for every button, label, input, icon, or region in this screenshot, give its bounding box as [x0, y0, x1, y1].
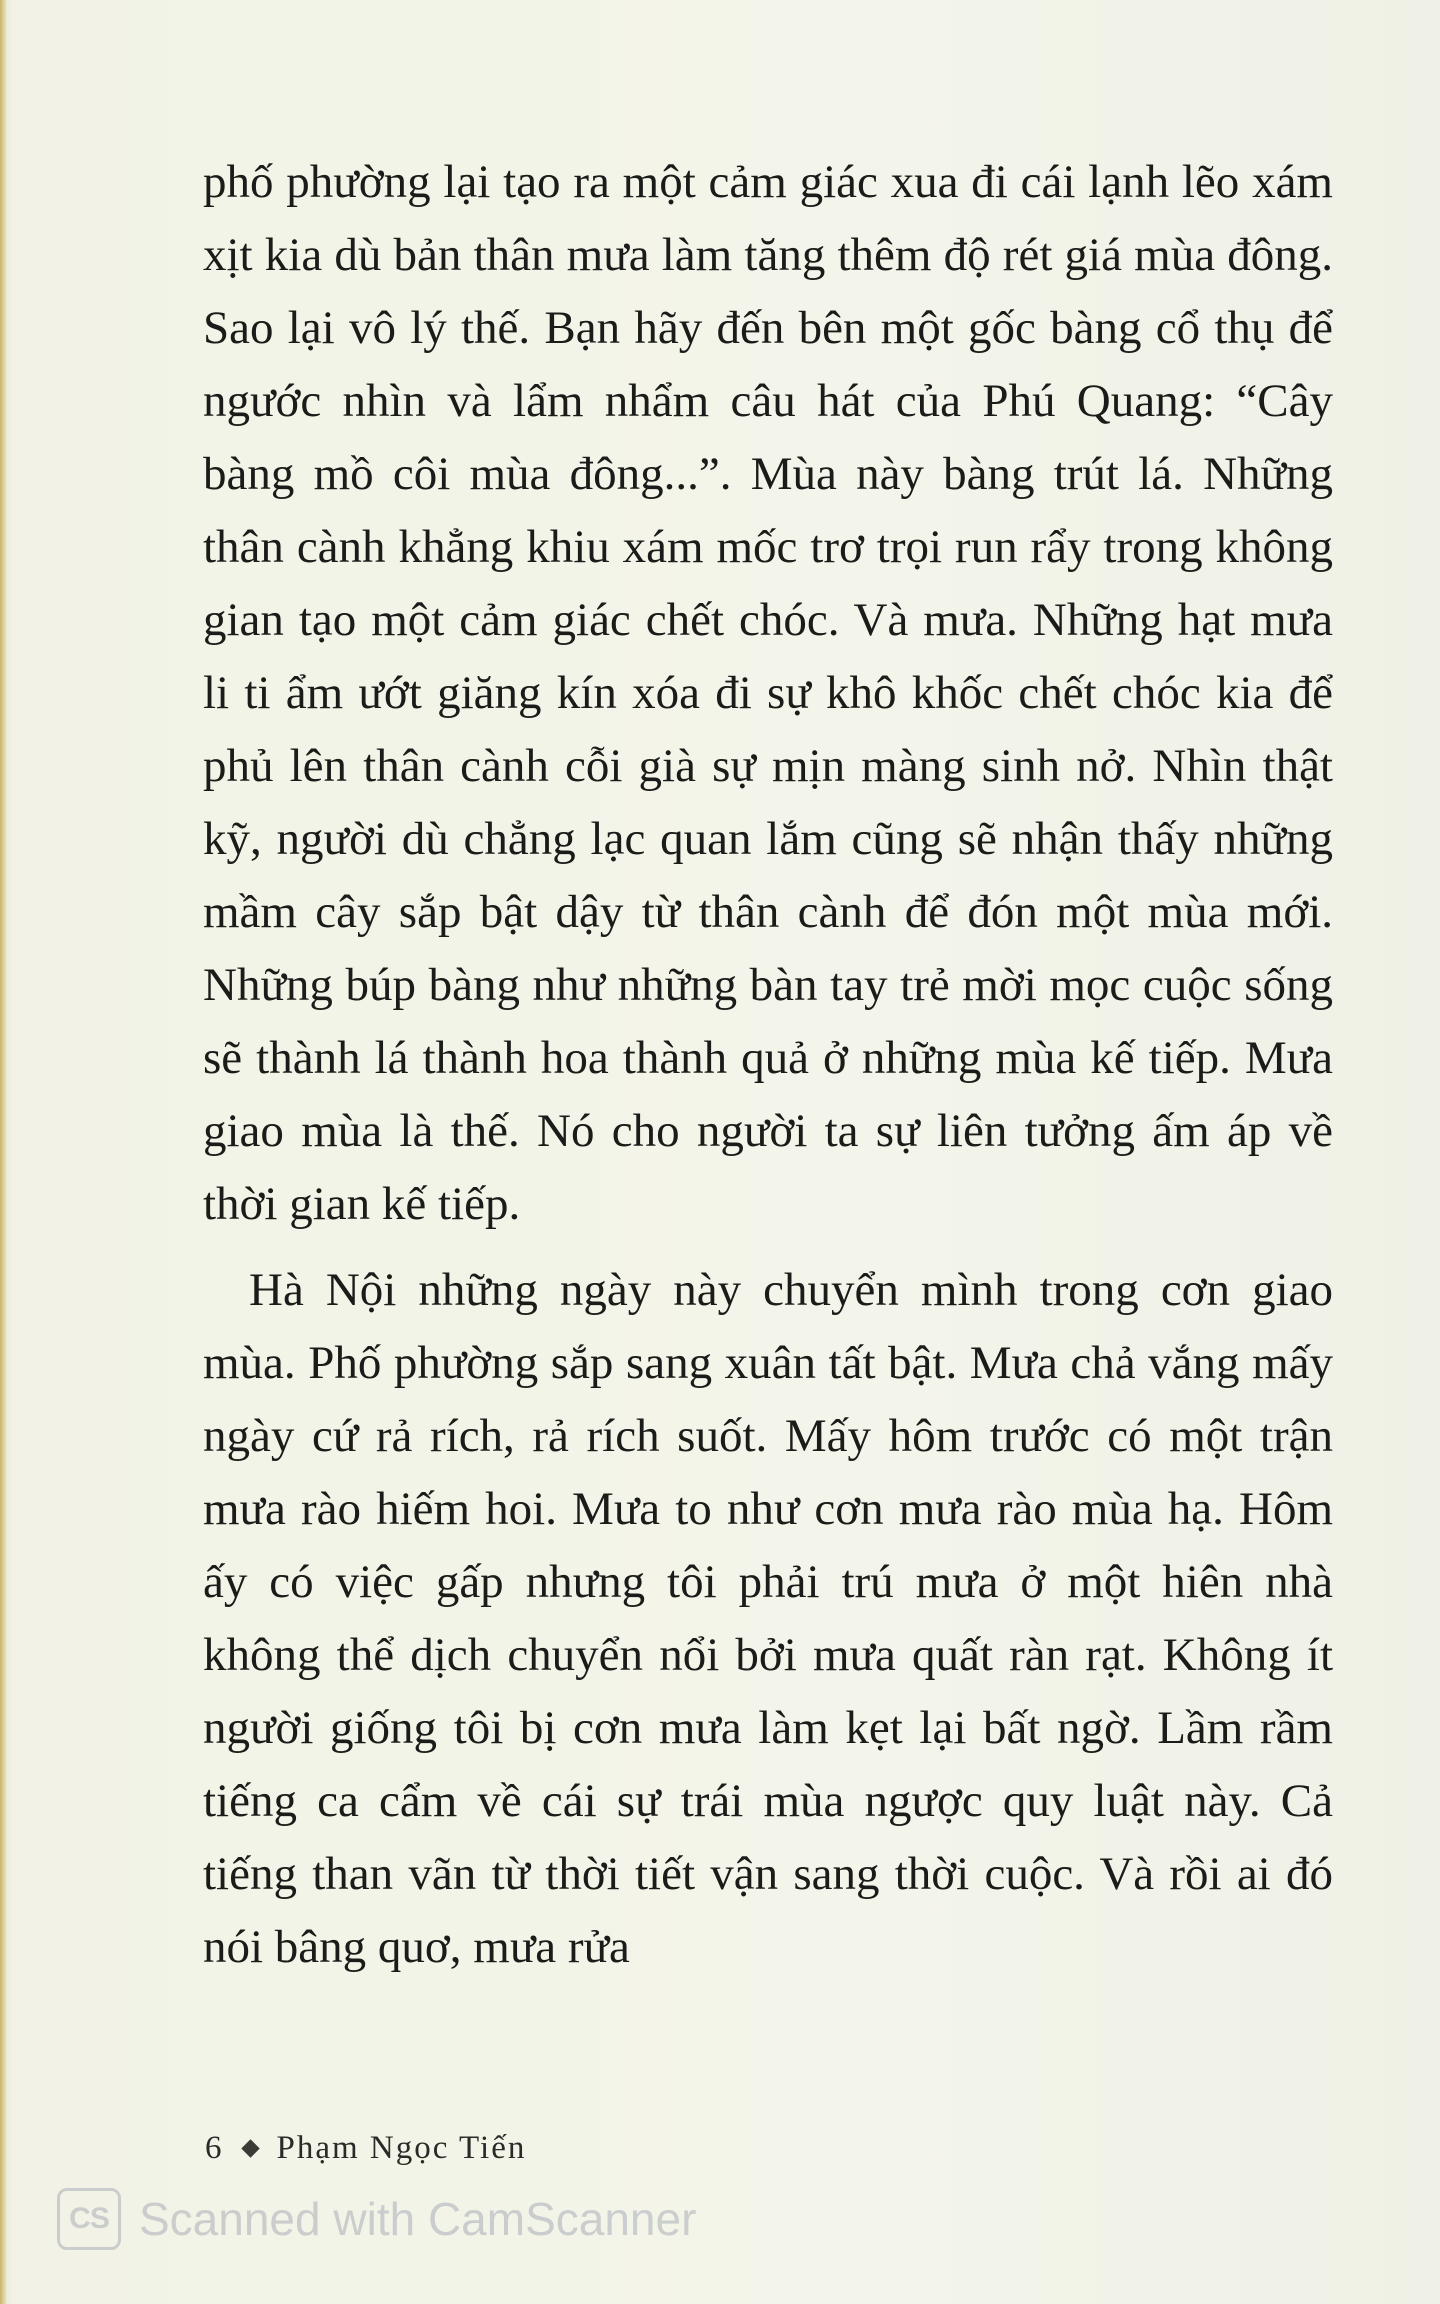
- camscanner-watermark: [57, 2188, 696, 2250]
- author-name: Phạm Ngọc Tiến: [276, 2130, 527, 2166]
- watermark-text: Scanned with CamScanner: [139, 2193, 697, 2245]
- page-footer: [205, 2130, 526, 2167]
- page-number: 6: [205, 2130, 224, 2166]
- page-spine-edge: [0, 0, 7, 2304]
- paragraph-continuation: phố phường lại tạo ra một cảm giác xua đi cái lạnh lẽo xám xịt kia dù bản thân mưa làm tăng thêm độ rét giá mùa đông. Sao lại vô lý thế. Bạn hãy đến bên một gốc bàng cổ thụ để ngước nhìn và lẩm nhẩm câu hát của Phú Quang: “Cây bàng mồ côi mùa đông...”. Mùa này bàng trút lá. Những thân cành khẳng khiu xám mốc trơ trọi run rẩy trong không gian tạo một cảm giác chết chóc. Và mưa. Những hạt mưa li ti ẩm ướt giăng kín xóa đi sự khô khốc chết chóc kia để phủ lên thân cành cỗi già sự mịn màng sinh nở. Nhìn thật kỹ, người dù chẳng lạc quan lắm cũng sẽ nhận thấy những mầm cây sắp bật dậy từ thân cành để đón một mùa mới. Những búp bàng như những bàn tay trẻ mời mọc cuộc sống sẽ thành lá thành hoa thành quả ở những mùa kế tiếp. Mưa giao mùa là thế. Nó cho người ta sự liên tưởng ấm áp về thời gian kế tiếp.: [203, 156, 1333, 1230]
- camscanner-logo-icon: CS: [57, 2188, 121, 2250]
- paragraph-ha-noi: Hà Nội những ngày này chuyển mình trong cơn giao mùa. Phố phường sắp sang xuân tất bật. Mưa chả vắng mấy ngày cứ rả rích, rả rích suốt. Mấy hôm trước có một trận mưa rào hiếm hoi. Mưa to như cơn mưa rào mùa hạ. Hôm ấy có việc gấp nhưng tôi phải trú mưa ở một hiên nhà không thể dịch chuyển nổi bởi mưa quất ràn rạt. Không ít người giống tôi bị cơn mưa làm kẹt lại bất ngờ. Lầm rầm tiếng ca cẩm về cái sự trái mùa ngược quy luật này. Cả tiếng than vãn từ thời tiết vận sang thời cuộc. Và rồi ai đó nói bâng quơ, mưa rửa: [203, 1264, 1333, 1973]
- diamond-separator-icon: [241, 2139, 259, 2157]
- body-text: [203, 146, 1333, 1984]
